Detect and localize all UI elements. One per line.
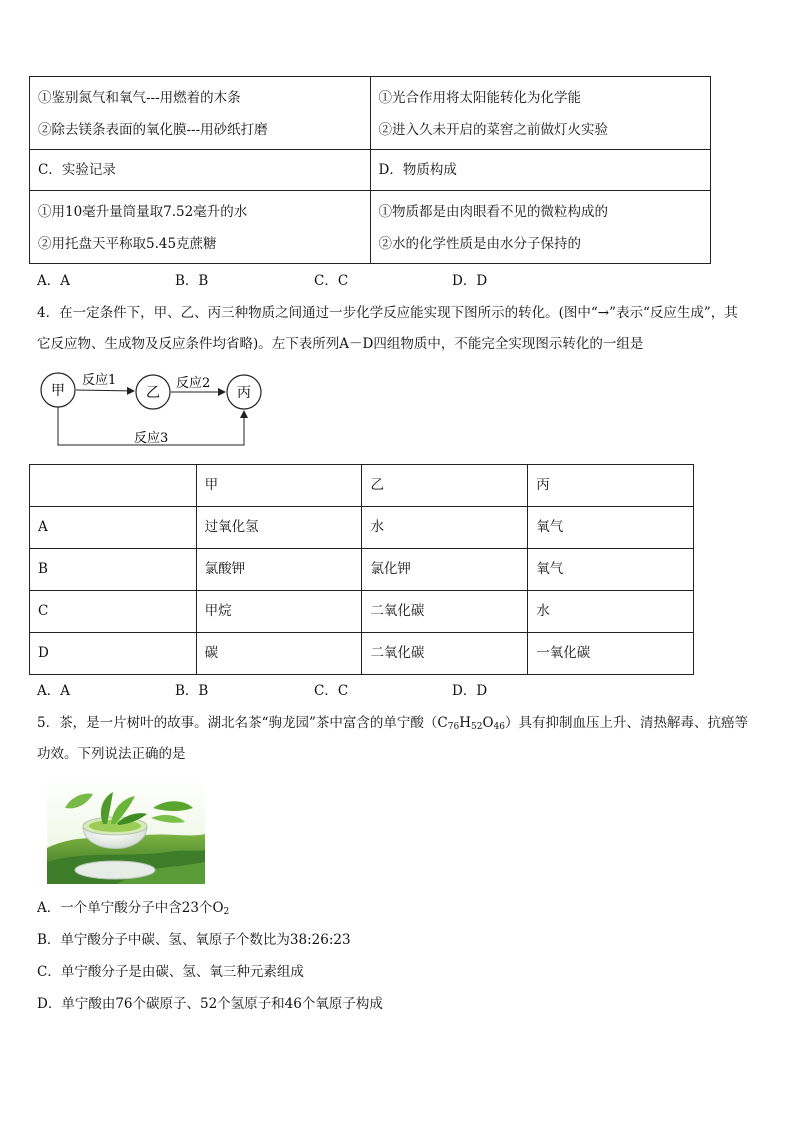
q4-option-d[interactable]: D．D bbox=[452, 683, 488, 699]
table1-cell-c-line1: ①用10毫升量筒量取7.52毫升的水 bbox=[38, 204, 248, 220]
table1-cell-a-line2: ②除去镁条表面的氧化膜---用砂纸打磨 bbox=[38, 122, 268, 138]
row-b-yi: 氯化钾 bbox=[362, 549, 528, 591]
q5-option-a[interactable] bbox=[37, 898, 229, 918]
node-bing-label: 丙 bbox=[237, 385, 251, 401]
q3-option-a[interactable]: A．A bbox=[37, 273, 70, 289]
reaction3-label: 反应3 bbox=[134, 431, 169, 446]
tannic-acid-formula bbox=[437, 715, 505, 731]
row-d-yi: 二氧化碳 bbox=[362, 633, 528, 675]
row-c-bing: 水 bbox=[528, 591, 694, 633]
q5-stem-line1 bbox=[37, 713, 748, 733]
q4-option-b[interactable]: B．B bbox=[175, 683, 209, 699]
table1-cell-a bbox=[30, 77, 371, 150]
node-yi-label: 乙 bbox=[146, 385, 160, 401]
table1-cell-c-line2: ②用托盘天平称取5.45克蔗糖 bbox=[38, 236, 217, 252]
table1-cell-a-line1: ①鉴别氮气和氧气---用燃着的木条 bbox=[38, 90, 241, 106]
q3-answer-options bbox=[0, 271, 794, 291]
row-a-jia: 过氧化氢 bbox=[196, 507, 362, 549]
formula-o-count: 46 bbox=[493, 722, 505, 732]
q5-option-d[interactable]: D．单宁酸由76个碳原子、52个氢原子和46个氧原子构成 bbox=[37, 996, 383, 1012]
table1-cell-b-line1: ①光合作用将太阳能转化为化学能 bbox=[378, 90, 581, 106]
row-d-label: D bbox=[30, 633, 197, 675]
q4-option-c[interactable]: C．C bbox=[314, 683, 349, 699]
q5-option-b[interactable]: B．单宁酸分子中碳、氢、氧原子个数比为38:26:23 bbox=[37, 932, 351, 948]
table1-cell-c bbox=[30, 191, 371, 264]
reaction1-label: 反应1 bbox=[82, 373, 117, 388]
row-a-yi: 水 bbox=[362, 507, 528, 549]
q5-option-a-subscript: 2 bbox=[223, 907, 230, 917]
header-cell-empty bbox=[30, 465, 197, 507]
q3-option-b[interactable]: B．B bbox=[175, 273, 209, 289]
q4-stem-line2: 它反应物、生成物及反应条件均省略)。左下表所列A－D四组物质中，不能完全实现图示转化的一组是 bbox=[37, 336, 644, 352]
q4-answer-options bbox=[0, 681, 794, 701]
header-cell-jia: 甲 bbox=[196, 465, 362, 507]
table1-cell-d bbox=[370, 191, 711, 264]
table1-c-label: C．实验记录 bbox=[38, 162, 116, 178]
q5-option-a-oxygen: O bbox=[212, 900, 224, 916]
q5-option-a-text: A．一个单宁酸分子中含23个 bbox=[37, 900, 213, 916]
q4-stem-line1: 4．在一定条件下，甲、乙、丙三种物质之间通过一步化学反应能实现下图所示的转化。(图中“→”表示“反应生成”，其 bbox=[37, 305, 738, 321]
q5-stem-part1: 5．茶，是一片树叶的故事。湖北名茶“驹龙园”茶中富含的单宁酸（ bbox=[37, 715, 438, 731]
q3-option-d[interactable]: D．D bbox=[452, 273, 488, 289]
q3-option-c[interactable]: C．C bbox=[314, 273, 349, 289]
formula-h: H bbox=[459, 715, 471, 731]
table1-d-label: D．物质构成 bbox=[378, 162, 457, 178]
table-row bbox=[30, 633, 694, 675]
formula-o: O bbox=[482, 715, 494, 731]
table-row bbox=[30, 549, 694, 591]
table1-cell-b bbox=[370, 77, 711, 150]
row-c-label: C bbox=[30, 591, 197, 633]
table1-cell-d-line1: ①物质都是由肉眼看不见的微粒构成的 bbox=[378, 204, 608, 220]
row-d-jia: 碳 bbox=[196, 633, 362, 675]
table1-cell-b-line2: ②进入久未开启的菜窖之前做灯火实验 bbox=[378, 122, 608, 138]
table-row bbox=[30, 507, 694, 549]
reaction-diagram bbox=[38, 368, 278, 448]
formula-h-count: 52 bbox=[470, 722, 483, 732]
node-jia-label: 甲 bbox=[51, 383, 65, 399]
q5-stem-line2: 功效。下列说法正确的是 bbox=[37, 746, 186, 762]
arrow-reaction1 bbox=[76, 390, 134, 391]
q4-option-a[interactable]: A．A bbox=[37, 683, 70, 699]
table1-cell-d-header bbox=[370, 150, 711, 191]
reaction2-label: 反应2 bbox=[176, 376, 211, 391]
table-header-row bbox=[30, 465, 694, 507]
q4-substances-table bbox=[29, 464, 694, 675]
q5-option-c[interactable]: C．单宁酸分子是由碳、氢、氧三种元素组成 bbox=[37, 964, 304, 980]
table-row bbox=[30, 591, 694, 633]
header-cell-yi: 乙 bbox=[362, 465, 528, 507]
table1-cell-d-line2: ②水的化学性质是由水分子保持的 bbox=[378, 236, 581, 252]
row-b-bing: 氧气 bbox=[528, 549, 694, 591]
row-c-yi: 二氧化碳 bbox=[362, 591, 528, 633]
row-c-jia: 甲烷 bbox=[196, 591, 362, 633]
row-b-jia: 氯酸钾 bbox=[196, 549, 362, 591]
row-d-bing: 一氧化碳 bbox=[528, 633, 694, 675]
header-cell-bing: 丙 bbox=[528, 465, 694, 507]
formula-c: C bbox=[437, 715, 448, 731]
row-a-bing: 氧气 bbox=[528, 507, 694, 549]
row-b-label: B bbox=[30, 549, 197, 591]
row-a-label: A bbox=[30, 507, 197, 549]
tea-cup-image bbox=[47, 778, 205, 884]
q5-stem-part2: ）具有抑制血压上升、清热解毒、抗癌等 bbox=[504, 715, 748, 731]
table1-cell-c-header bbox=[30, 150, 371, 191]
formula-c-count: 76 bbox=[447, 722, 460, 732]
q3-options-table bbox=[29, 76, 711, 264]
